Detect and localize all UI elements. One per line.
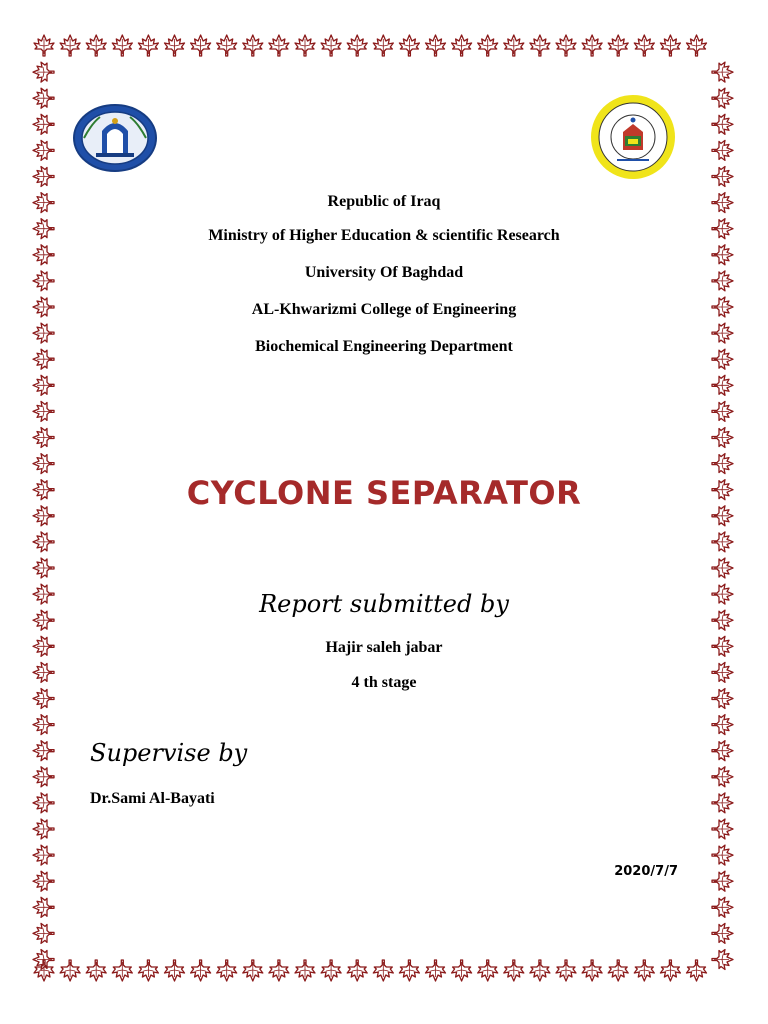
maple-leaf-icon [712,454,733,474]
maple-leaf-icon [33,923,54,943]
maple-leaf-icon [33,715,54,735]
maple-leaf-icon [347,35,367,56]
maple-leaf-icon [165,960,185,981]
maple-leaf-icon [269,35,289,56]
maple-leaf-icon [504,960,524,981]
maple-leaf-icon [712,819,733,839]
maple-leaf-icon [138,960,158,981]
maple-leaf-icon [712,167,733,187]
maple-leaf-icon [634,960,654,981]
maple-leaf-icon [712,401,733,421]
maple-leaf-icon [112,960,132,981]
maple-leaf-icon [687,35,707,56]
maple-leaf-icon [138,35,158,56]
maple-leaf-icon [712,845,733,865]
maple-leaf-icon [269,960,289,981]
maple-leaf-icon [33,62,54,82]
maple-leaf-icon [712,140,733,160]
header-line-country: Republic of Iraq [327,193,441,210]
maple-leaf-icon [712,871,733,891]
supervisor-name: Dr.Sami Al-Bayati [90,790,215,807]
header-line-college: AL-Khwarizmi College of Engineering [251,301,517,318]
header-line-ministry: Ministry of Higher Education & scientific Research [208,227,560,244]
supervise-by-label: Supervise by [90,739,248,767]
maple-leaf-icon [452,35,472,56]
maple-leaf-icon [33,897,54,917]
maple-leaf-icon [321,35,341,56]
maple-leaf-icon [660,960,680,981]
report-title: CYCLONE SEPARATOR [186,474,582,512]
maple-leaf-icon [712,114,733,134]
maple-leaf-icon [33,375,54,395]
maple-leaf-icon [34,35,54,56]
al-khwarizmi-college-logo [587,94,679,180]
maple-leaf-icon [60,35,80,56]
maple-leaf-icon [530,960,550,981]
university-of-baghdad-emblem-icon [72,103,158,173]
maple-leaf-icon [373,35,393,56]
maple-leaf-icon [582,35,602,56]
maple-leaf-icon [86,960,106,981]
maple-leaf-icon [33,767,54,787]
maple-leaf-icon [60,960,80,981]
maple-leaf-icon [217,35,237,56]
maple-leaf-icon [608,960,628,981]
maple-leaf-icon [712,767,733,787]
maple-leaf-icon [712,88,733,108]
maple-leaf-icon [687,960,707,981]
maple-leaf-icon [712,715,733,735]
maple-leaf-icon [86,35,106,56]
maple-leaf-icon [608,35,628,56]
maple-leaf-icon [712,897,733,917]
maple-leaf-icon [712,923,733,943]
maple-leaf-icon [33,167,54,187]
maple-leaf-icon [712,62,733,82]
maple-leaf-icon [712,375,733,395]
maple-leaf-icon [33,401,54,421]
university-of-baghdad-logo [72,103,158,173]
maple-leaf-icon [33,532,54,552]
maple-leaf-icon [582,960,602,981]
maple-leaf-icon [33,454,54,474]
maple-leaf-icon [712,532,733,552]
maple-leaf-icon [33,558,54,578]
maple-leaf-icon [530,35,550,56]
maple-leaf-icon [452,960,472,981]
report-date: 2020/7/7 [614,864,678,879]
maple-leaf-icon [426,35,446,56]
maple-leaf-icon [33,871,54,891]
maple-leaf-icon [33,140,54,160]
maple-leaf-icon [191,35,211,56]
maple-leaf-icon [399,960,419,981]
maple-leaf-icon [33,819,54,839]
maple-leaf-icon [347,960,367,981]
maple-leaf-icon [373,960,393,981]
maple-leaf-icon [33,845,54,865]
maple-leaf-icon [33,428,54,448]
maple-leaf-icon [295,35,315,56]
maple-leaf-icon [426,960,446,981]
maple-leaf-icon [556,35,576,56]
maple-leaf-icon [478,35,498,56]
maple-leaf-icon [556,960,576,981]
maple-leaf-icon [165,35,185,56]
maple-leaf-icon [660,35,680,56]
maple-leaf-icon [321,960,341,981]
maple-leaf-icon [712,741,733,761]
maple-leaf-icon [33,114,54,134]
maple-leaf-icon [33,88,54,108]
maple-leaf-icon [478,960,498,981]
maple-leaf-icon [33,741,54,761]
maple-leaf-icon [712,428,733,448]
maple-leaf-icon [712,558,733,578]
maple-leaf-icon [399,35,419,56]
maple-leaf-icon [712,950,733,970]
maple-leaf-icon [295,960,315,981]
maple-leaf-icon [217,960,237,981]
header-line-department: Biochemical Engineering Department [255,338,513,355]
maple-leaf-icon [504,35,524,56]
maple-leaf-icon [112,35,132,56]
maple-leaf-icon [634,35,654,56]
maple-leaf-icon [191,960,211,981]
submitted-by-label: Report submitted by [259,590,509,618]
maple-leaf-icon [243,35,263,56]
maple-leaf-icon [33,245,54,265]
student-name: Hajir saleh jabar [325,639,443,656]
maple-leaf-icon [712,245,733,265]
maple-leaf-icon [33,793,54,813]
maple-leaf-icon [712,793,733,813]
al-khwarizmi-college-seal-icon [587,94,679,180]
maple-leaf-icon [243,960,263,981]
header-line-university: University Of Baghdad [304,264,464,281]
student-stage: 4 th stage [351,674,417,691]
maple-leaf-icon [34,960,54,981]
